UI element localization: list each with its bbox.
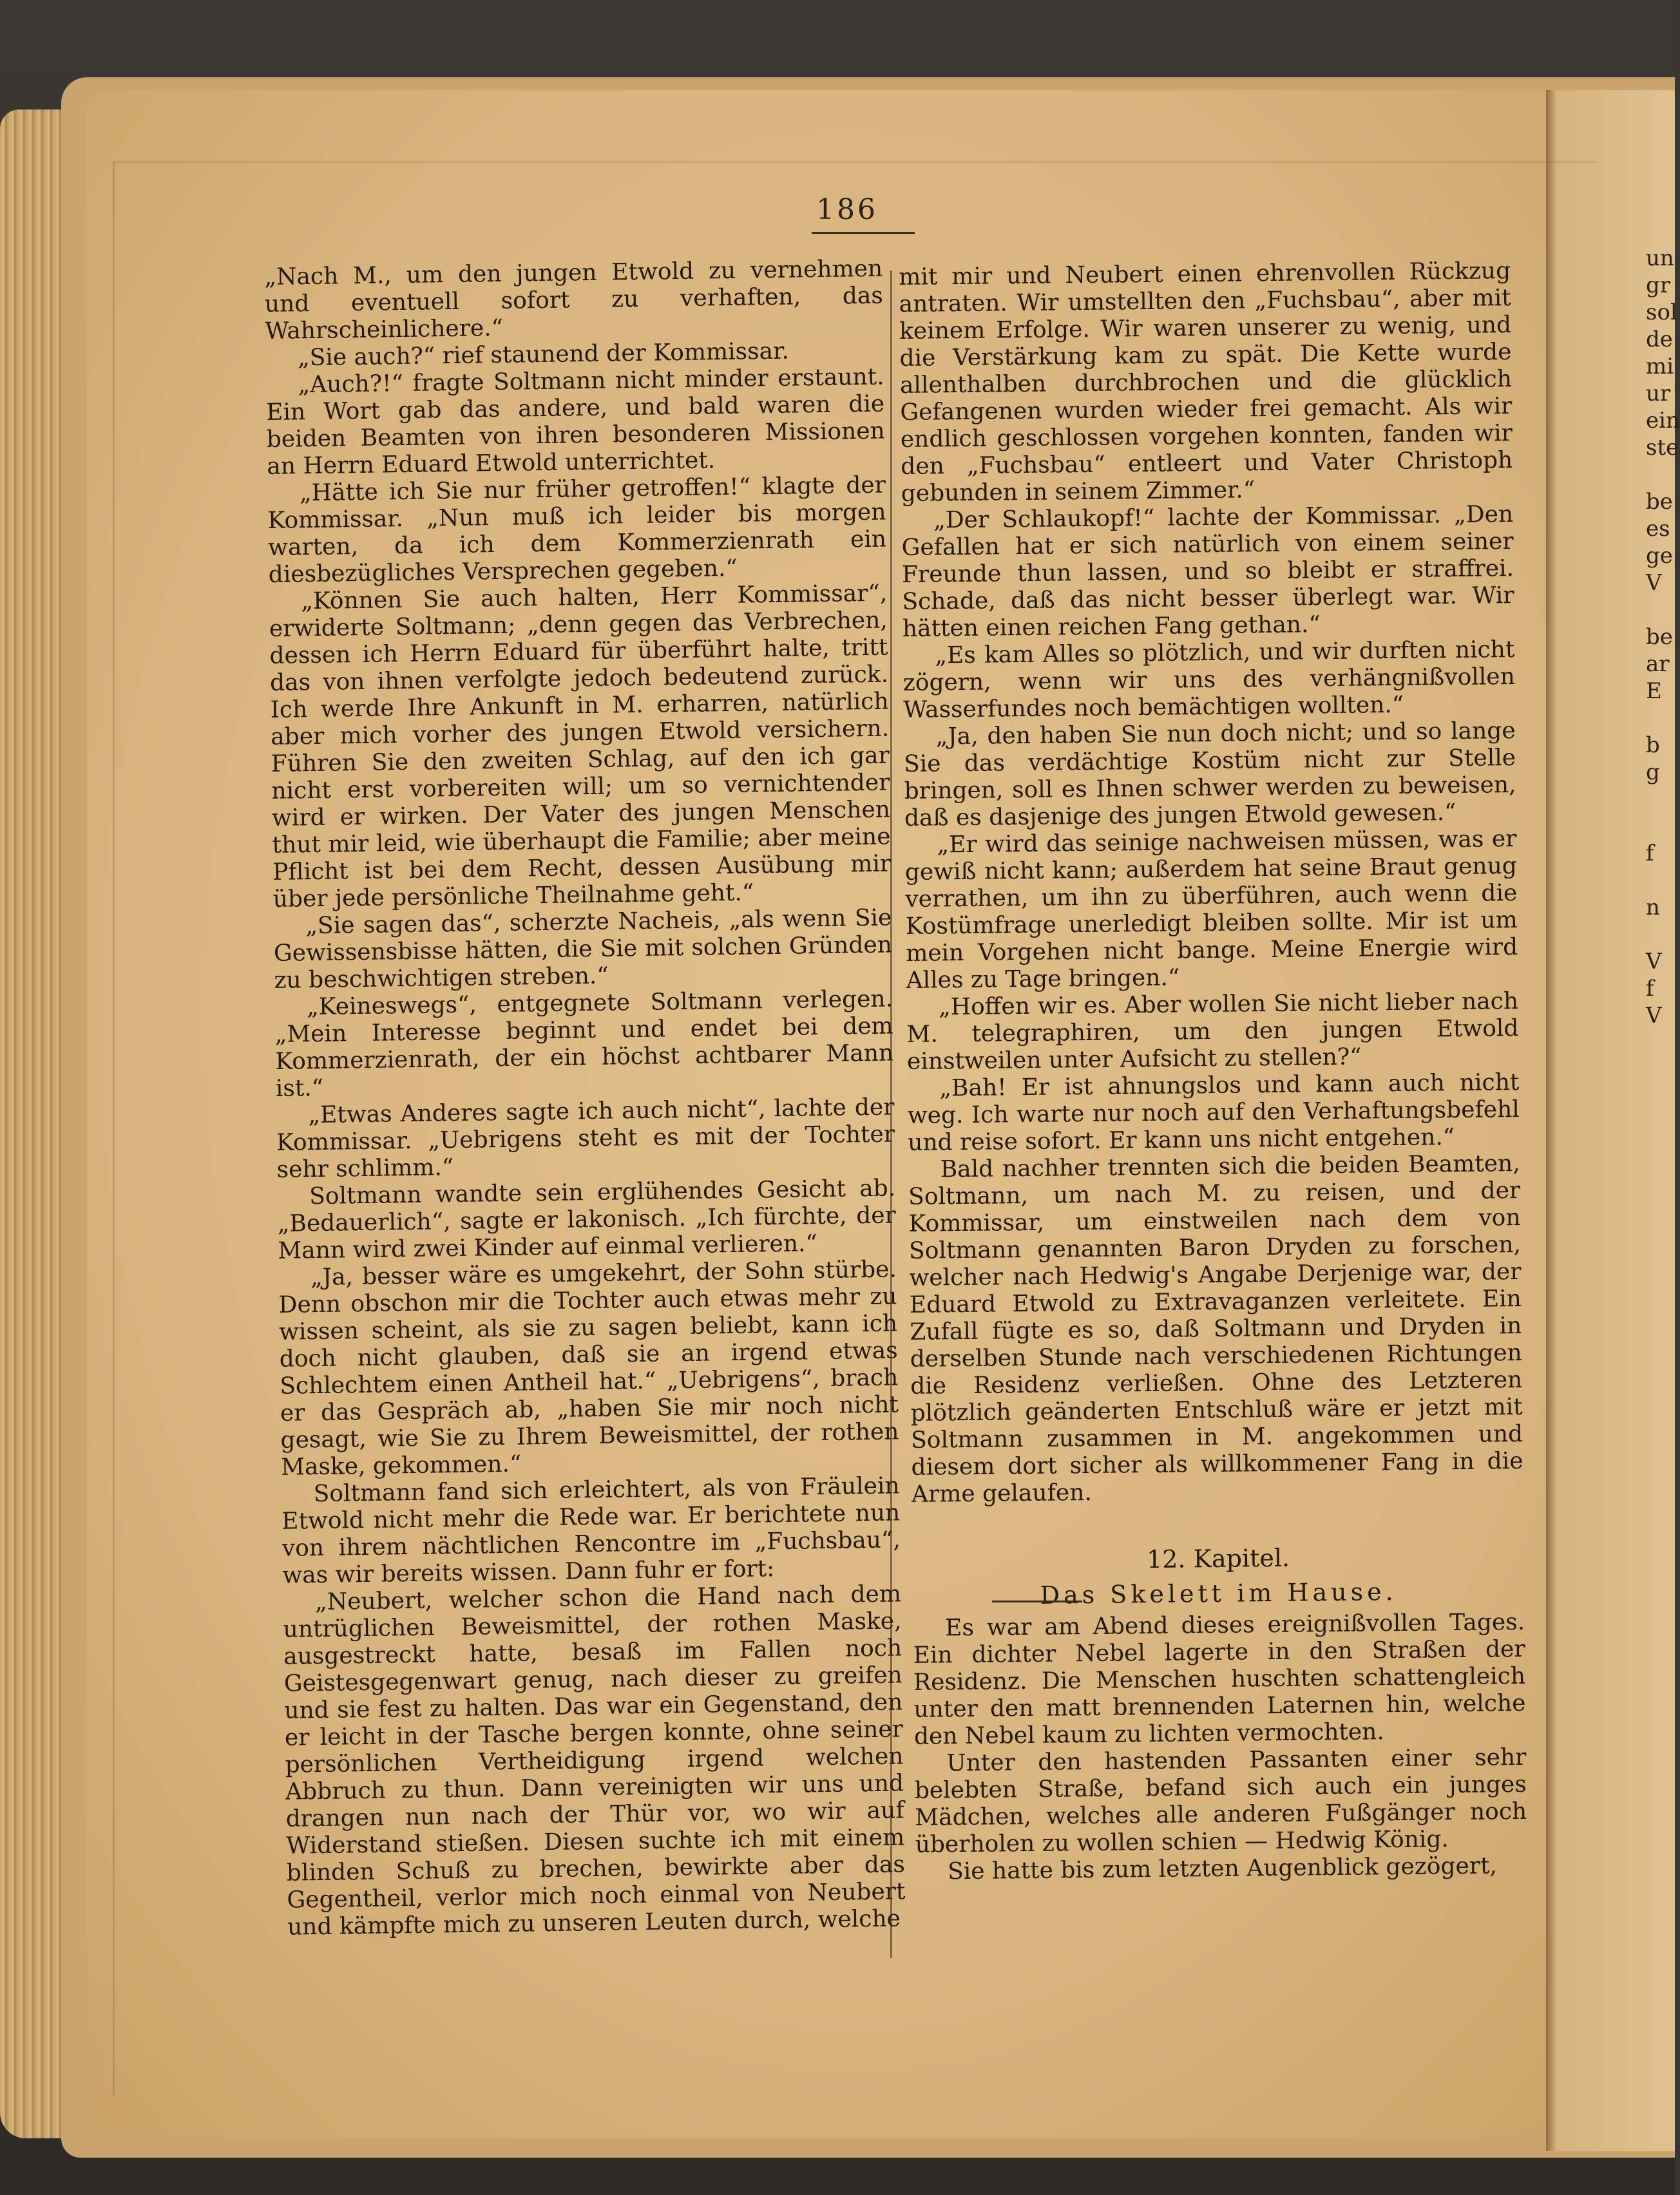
paragraph: „Neubert, welcher schon die Hand nach dem untrüglichen Beweismittel, der rothen Maske, ausgestreckt hatte, besaß im Fallen noch Geistesgegenwart genug, nach dieser zu greifen und sie fest zu halten. Das war ein Gegenstand, den er leicht in der Tasche bergen konnte, ohne seiner persönlichen Vertheidigung irgend welchen Abbruch zu thun. Dann vereinigten wir uns und drangen nun nach der Thür vor, wo wir auf Widerstand stießen. Diesen suchte ich mit einem blinden Schuß zu brechen, bewirkte aber das Gegentheil, verlor mich noch einmal von Neubert und kämpfte mich zu unseren Leuten durch, welche	[283, 1581, 906, 1941]
edge-fragment: b	[1646, 732, 1660, 758]
edge-fragment: ar	[1646, 651, 1670, 677]
paragraph: „Können Sie auch halten, Herr Kommissar“, erwiderte Soltmann; „denn gegen das Verbrechen, dessen ich Herrn Eduard für überführt halte, tritt das von ihnen verfolgte jedoch bedeutend zurück. Ich werde Ihre Ankunft in M. erharren, natürlich aber mich vorher des jungen Etwold versichern. Führen Sie den zweiten Schlag, auf den ich gar nicht erst vorbereiten will; um so vernichtender wird er wirken. Der Vater des jungen Menschen thut mir leid, wie überhaupt die Familie; aber meine Pflicht ist bei dem Recht, dessen Ausübung mir über jede persönliche Theilnahme geht.“	[269, 580, 892, 913]
chapter-title: Das Skelett im Hause.	[1040, 1577, 1397, 1610]
paragraph: „Sie sagen das“, scherzte Nacheis, „als wenn Sie Gewissensbisse hätten, die Sie mit solchen Gründen zu beschwichtigen streben.“	[273, 904, 893, 994]
paragraph: „Bah! Er ist ahnungslos und kann auch nicht weg. Ich warte nur noch auf den Verhaftungsbefehl und reise sofort. Er kann uns nicht entgehen.“	[907, 1069, 1520, 1156]
edge-fragment: mi	[1646, 354, 1674, 379]
paragraph: „Er wird das seinige nachweisen müssen, was er gewiß nicht kann; außerdem hat seine Braut genug verrathen, um ihn zu überführen, auch wenn die Kostümfrage unerledigt bleiben sollte. Mir ist um mein Vorgehen nicht bange. Meine Energie wird Alles zu Tage bringen.“	[904, 826, 1518, 994]
edge-fragment: ste	[1646, 435, 1679, 461]
paragraph: „Ja, den haben Sie nun doch nicht; und so lange Sie das verdächtige Kostüm nicht zur Stelle bringen, soll es Ihnen schwer werden zu beweisen, daß es dasjenige des jungen Etwold gewesen.“	[903, 717, 1516, 831]
edge-fragment: E	[1646, 678, 1662, 704]
paragraph: „Es kam Alles so plötzlich, und wir durften nicht zögern, wenn wir uns des verhängnißvollen Wasserfundes noch bemächtigen wollten.“	[902, 636, 1515, 723]
edge-fragment	[1646, 813, 1675, 840]
page-number: 186	[816, 193, 878, 226]
edge-fragment	[1646, 461, 1675, 488]
paragraph: „Der Schlaukopf!“ lachte der Kommissar. „Den Gefallen hat er sich natürlich von einem seiner Freunde thun lassen, und so bleibt er straffrei. Schade, daß das nicht besser überlegt war. Wir hätten einen reichen Fang gethan.“	[901, 501, 1514, 642]
paragraph: mit mir und Neubert einen ehrenvollen Rückzug antraten. Wir umstellten den „Fuchsbau“, aber mit keinem Erfolge. Wir waren unserer zu wenig, und die Verstärkung kam zu spät. Die Kette wurde allenthalben durchbrochen und die glücklich Gefangenen wurden wieder frei gemacht. Als wir endlich geschlossen vorgehen konnten, fanden wir den „Fuchsbau“ entleert und Vater Christoph gebunden in seinem Zimmer.“	[899, 258, 1513, 507]
paragraph: „Nach M., um den jungen Etwold zu vernehmen und eventuell sofort zu verhaften, das Wahrscheinlichere.“	[264, 255, 884, 345]
chapter-number: 12. Kapitel.	[1146, 1543, 1290, 1574]
paragraph: Unter den hastenden Passanten einer sehr belebten Straße, befand sich auch ein junges Mädchen, welches alle anderen Fußgänger noch überholen zu wollen schien — Hedwig König.	[914, 1744, 1527, 1858]
paragraph: „Hoffen wir es. Aber wollen Sie nicht lieber nach M. telegraphiren, um den jungen Etwold einstweilen unter Aufsicht zu stellen?“	[906, 987, 1519, 1075]
paragraph: „Ja, besser wäre es umgekehrt, der Sohn stürbe. Denn obschon mir die Tochter auch etwas mehr zu wissen scheint, als sie zu sagen beliebt, kann ich doch nicht glauben, daß sie an irgend etwas Schlechtem einen Antheil hat.“ „Uebrigens“, brach er das Gespräch ab, „haben Sie mir noch nicht gesagt, wie Sie zu Ihrem Beweismittel, der rothen Maske, gekommen.“	[278, 1256, 899, 1481]
edge-fragment: V	[1646, 1003, 1662, 1029]
paragraph: „Etwas Anderes sagte ich auch nicht“, lachte der Kommissar. „Uebrigens steht es mit der Tochter sehr schlimm.“	[276, 1094, 895, 1183]
paragraph: Es war am Abend dieses ereignißvollen Tages. Ein dichter Nebel lagerte in den Straßen der Residenz. Die Menschen huschten schattengleich unter den matt brennenden Laternen hin, welche den Nebel kaum zu lichten vermochten.	[913, 1608, 1526, 1750]
column-divider	[890, 271, 892, 1958]
edge-fragment: V	[1646, 570, 1662, 596]
paragraph: „Sie auch?“ rief staunend der Kommissar.	[297, 337, 790, 372]
edge-fragment: sol	[1646, 299, 1677, 325]
paragraph: Bald nachher trennten sich die beiden Beamten, Soltmann, um nach M. zu reisen, und der Kommissar, um einstweilen nach dem von Soltmann genannten Baron Dryden zu forschen, welcher nach Hedwig's Angabe Derjenige war, der Eduard Etwold zu Extravaganzen verleitete. Ein Zufall fügte es so, daß Soltmann und Dryden in derselben Stunde nach verschiedenen Richtungen die Residenz verließen. Ohne des Letzteren plötzlich geänderten Entschluß wäre er jetzt mit Soltmann zusammen in M. angekommen und diesem dort sicher als willkommener Fang in die Arme gelaufen.	[908, 1150, 1523, 1508]
edge-fragment: f	[1646, 976, 1654, 1002]
edge-fragment: es	[1646, 516, 1670, 542]
paragraph: „Keineswegs“, entgegnete Soltmann verlegen. „Mein Interesse beginnt und endet bei dem Kommerzienrath, der ein höchst achtbarer Mann ist.“	[274, 985, 894, 1102]
edge-fragment	[1646, 867, 1675, 894]
edge-fragment	[1646, 786, 1675, 813]
edge-fragment: ur	[1646, 381, 1671, 406]
paragraph: „Auch?!“ fragte Soltmann nicht minder erstaunt. Ein Wort gab das andere, und bald waren die beiden Beamten von ihren besonderen Missionen an Herrn Eduard Etwold unterrichtet.	[265, 363, 885, 480]
edge-fragment: be	[1646, 489, 1673, 515]
paragraph: Soltmann fand sich erleichtert, als von Fräulein Etwold nicht mehr die Rede war. Er berichtete nun von ihrem nächtlichen Rencontre im „Fuchsbau“, was wir bereits wissen. Dann fuhr er fort:	[281, 1472, 901, 1589]
text-column-right	[899, 258, 1530, 2093]
paragraph: „Hätte ich Sie nur früher getroffen!“ klagte der Kommissar. „Nun muß ich leider bis morgen warten, da ich dem Kommerzienrath ein diesbezügliches Versprechen gegeben.“	[267, 471, 887, 588]
paragraph: Soltmann wandte sein erglühendes Gesicht ab. „Bedauerlich“, sagte er lakonisch. „Ich fürchte, der Mann wird zwei Kinder auf einmal verlieren.“	[277, 1175, 897, 1264]
text-column-left	[264, 256, 908, 2093]
edge-fragment: V	[1646, 949, 1662, 974]
chapter-separator-rule	[992, 1601, 1082, 1602]
paragraph: Sie hatte bis zum letzten Augenblick gezögert,	[947, 1852, 1498, 1885]
edge-fragment: gr	[1646, 272, 1671, 298]
edge-fragment: un	[1646, 245, 1674, 271]
edge-fragment: de	[1646, 327, 1673, 352]
edge-fragment	[1646, 596, 1675, 623]
adjacent-page-text-fragments	[1646, 245, 1680, 1029]
edge-fragment	[1646, 921, 1675, 948]
edge-fragment: f	[1646, 841, 1654, 866]
edge-fragment: ge	[1646, 543, 1673, 569]
edge-fragment: ein	[1646, 408, 1680, 433]
edge-fragment: be	[1646, 624, 1673, 650]
edge-fragment	[1646, 705, 1675, 732]
edge-fragment: n	[1646, 895, 1660, 920]
page-number-rule	[812, 232, 915, 234]
edge-fragment: g	[1646, 759, 1660, 785]
